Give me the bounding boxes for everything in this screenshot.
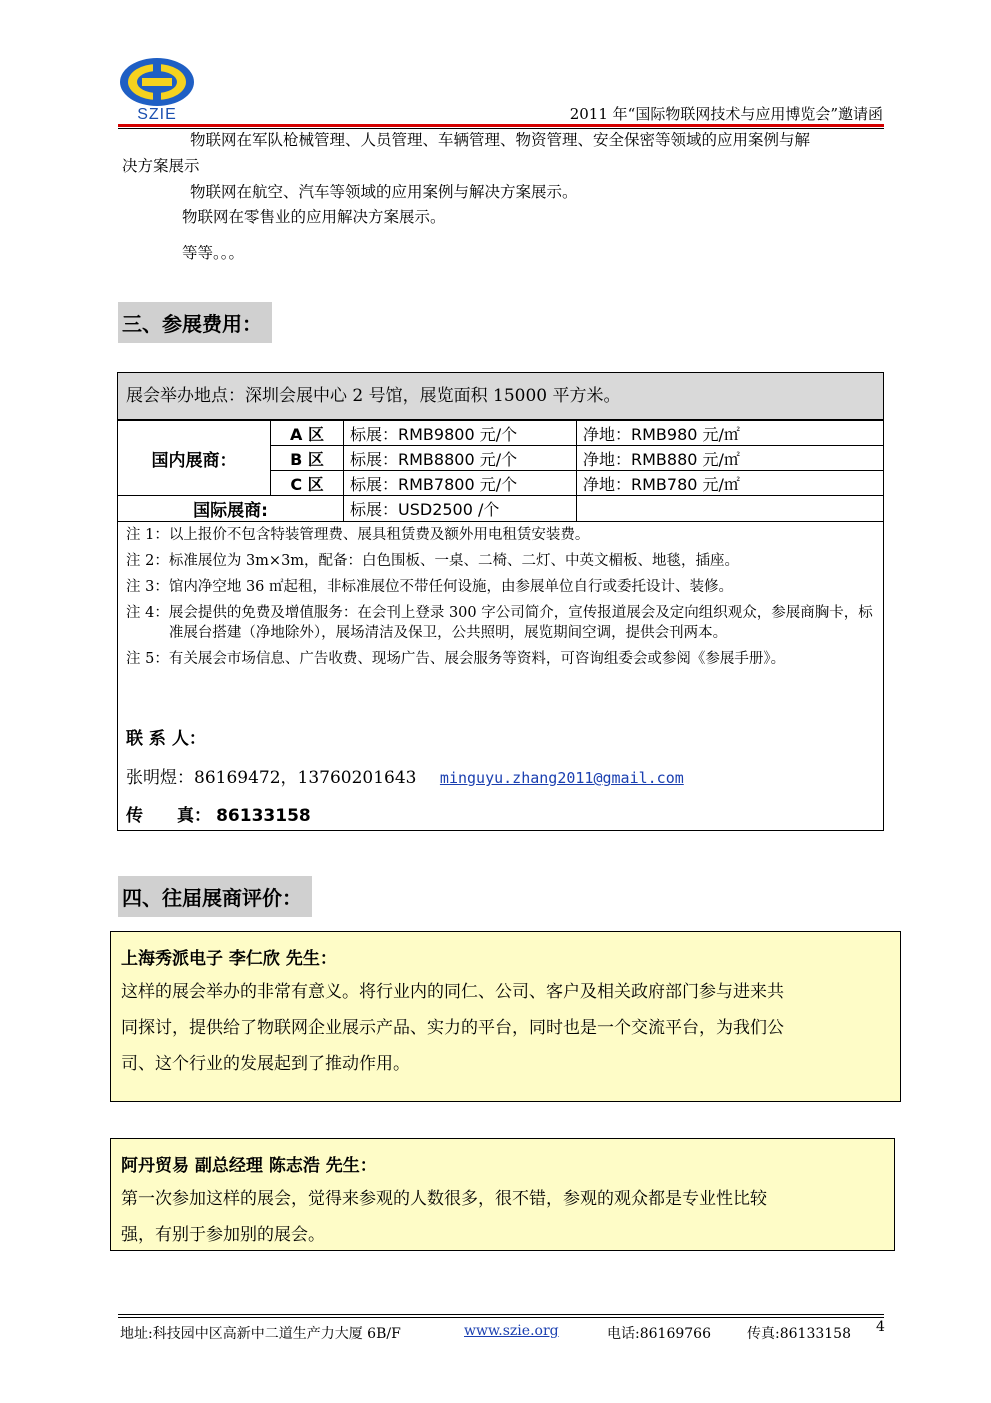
header-title: 2011 年“国际物联网技术与应用博览会”邀请函 <box>569 105 883 123</box>
raw-space-price: 净地：RMB780 元/㎡ <box>577 471 884 496</box>
fee-table <box>117 420 884 522</box>
note-text: 有关展会市场信息、广告收费、现场广告、展会服务等资料，可咨询组委会或参阅《参展手册》。 <box>168 651 786 667</box>
reviewer-name: 阿丹贸易 副总经理 陈志浩 先生： <box>121 1156 377 1176</box>
contact-person: 张明煜：86169472，13760201643 <box>126 768 417 788</box>
section-title-fees: 三、参展费用： <box>118 302 272 343</box>
intro-line: 等等。。。 <box>182 244 245 262</box>
footer-divider-top <box>118 1314 884 1315</box>
fax-line <box>126 801 311 826</box>
intro-line: 物联网在军队枪械管理、人员管理、车辆管理、物资管理、安全保密等领域的应用案例与解 <box>190 131 811 149</box>
intl-exhibitor-label: 国际展商: <box>118 496 344 522</box>
intl-standard-booth-price: 标展：USD2500 /个 <box>344 496 577 522</box>
review-text-line: 第一次参加这样的展会，觉得来参观的人数很多，很不错，参观的观众都是专业性比较 <box>121 1189 767 1209</box>
note-label: 注 4： <box>126 605 169 621</box>
zone-label: C 区 <box>271 471 344 496</box>
page-number: 4 <box>876 1319 885 1335</box>
footer-divider-bottom <box>118 1317 884 1318</box>
note-text: 展会提供的免费及增值服务：在会刊上登录 300 字公司简介，宣传报道展会及定向组织观众，参展商胸卡，标准展台搭建（净地除外），展场清洁及保卫，公共照明，展览期间空调，提供会刊两本。 <box>168 605 873 641</box>
intro-line: 物联网在航空、汽车等领域的应用案例与解决方案展示。 <box>190 183 578 201</box>
logo-text: SZIE <box>137 106 177 123</box>
contact-line <box>126 763 684 788</box>
standard-booth-price: 标展：RMB7800 元/个 <box>344 471 577 496</box>
review-text-line: 同探讨，提供给了物联网企业展示产品、实力的平台，同时也是一个交流平台，为我们公 <box>121 1018 784 1038</box>
note-label: 注 5： <box>126 651 169 667</box>
szie-logo <box>118 56 196 124</box>
note-item <box>126 649 875 669</box>
note-item <box>126 551 875 571</box>
fax-value: 86133158 <box>216 806 311 826</box>
domestic-exhibitor-label: 国内展商： <box>118 421 271 496</box>
notes-list <box>118 522 883 669</box>
note-item <box>126 577 875 597</box>
intro-line: 决方案展示 <box>122 157 200 175</box>
note-item <box>126 525 875 545</box>
contact-email-link[interactable]: minguyu.zhang2011@gmail.com <box>439 769 684 787</box>
zone-label: A 区 <box>271 421 344 446</box>
review-card <box>110 1138 895 1251</box>
intro-line: 物联网在零售业的应用解决方案展示。 <box>182 208 446 226</box>
review-text-line: 司、这个行业的发展起到了推动作用。 <box>121 1054 410 1074</box>
review-text-line: 这样的展会举办的非常有意义。将行业内的同仁、公司、客户及相关政府部门参与进来共 <box>121 982 784 1002</box>
footer-address: 地址:科技园中区高新中二道生产力大厦 6B/F <box>120 1326 401 1342</box>
standard-booth-price: 标展：RMB9800 元/个 <box>344 421 577 446</box>
review-card <box>110 931 901 1102</box>
logo-emblem-icon <box>118 56 196 108</box>
note-text: 标准展位为 3m×3m，配备：白色围板、一桌、二椅、二灯、中英文楣板、地毯，插座。 <box>168 553 740 569</box>
note-text: 以上报价不包含特装管理费、展具租赁费及额外用电租赁安装费。 <box>168 527 590 543</box>
contact-label: 联 系 人： <box>126 729 206 749</box>
section-title-reviews: 四、往届展商评价： <box>118 876 312 917</box>
intl-empty-cell <box>577 496 884 522</box>
note-label: 注 1： <box>126 527 169 543</box>
venue-info: 展会举办地点：深圳会展中心 2 号馆，展览面积 15000 平方米。 <box>118 373 883 420</box>
standard-booth-price: 标展：RMB8800 元/个 <box>344 446 577 471</box>
footer-fax: 传真:86133158 <box>747 1326 851 1342</box>
zone-label: B 区 <box>271 446 344 471</box>
fee-panel <box>117 372 884 831</box>
note-text: 馆内净空地 36 ㎡起租，非标准展位不带任何设施，由参展单位自行或委托设计、装修。 <box>168 579 734 595</box>
note-label: 注 2： <box>126 553 169 569</box>
reviewer-name: 上海秀派电子 李仁欣 先生： <box>121 949 337 969</box>
note-label: 注 3： <box>126 579 169 595</box>
raw-space-price: 净地：RMB880 元/㎡ <box>577 446 884 471</box>
footer-phone: 电话:86169766 <box>607 1326 711 1342</box>
raw-space-price: 净地：RMB980 元/㎡ <box>577 421 884 446</box>
review-text-line: 强，有别于参加别的展会。 <box>121 1225 325 1245</box>
footer-website-link[interactable]: www.szie.org <box>464 1323 559 1339</box>
note-item <box>126 603 875 643</box>
fax-label: 传 真： <box>126 806 211 826</box>
